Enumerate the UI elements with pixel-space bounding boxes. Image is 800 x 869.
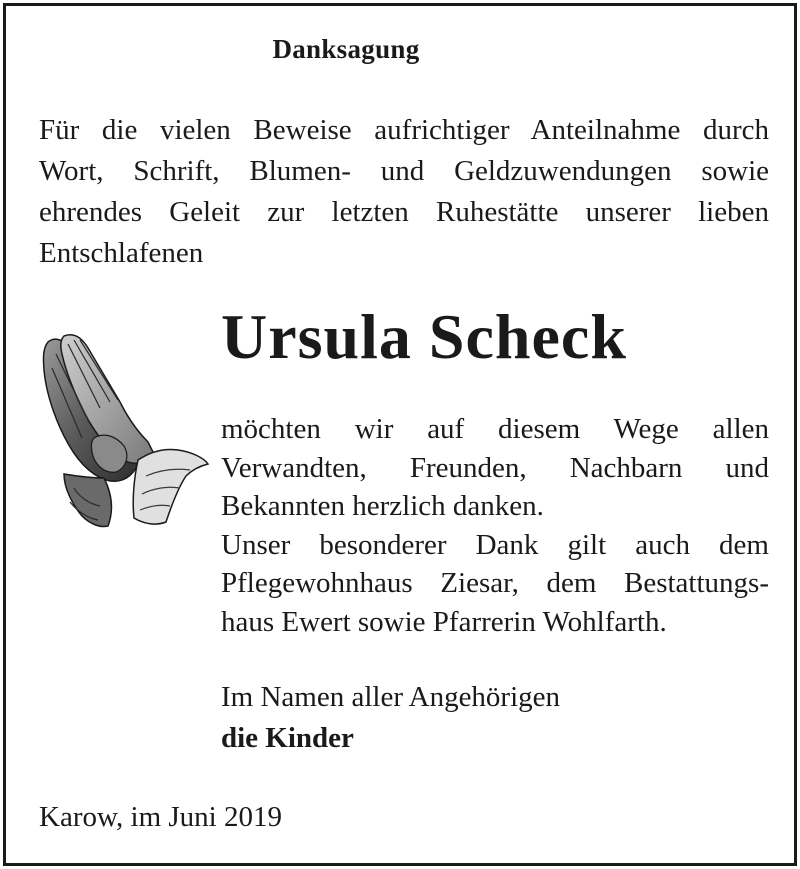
place-date: Karow, im Juni 2019 xyxy=(39,801,282,833)
notice-heading: Danksagung xyxy=(272,34,420,64)
intro-line: Für die vielen Beweise aufrichtiger Anteilnahme durch xyxy=(39,114,769,146)
body-line: Bekannten herzlich danken. xyxy=(221,490,544,523)
praying-hands-icon xyxy=(34,328,214,538)
intro-line: ehrendes Geleit zur letzten Ruhestätte unserer lieben xyxy=(39,196,769,228)
intro-line: Wort, Schrift, Blumen- und Geldzuwendungen sowie xyxy=(39,155,769,187)
intro-paragraph xyxy=(39,110,769,274)
signature-name: die Kinder xyxy=(221,722,354,754)
deceased-name: Ursula Scheck xyxy=(221,301,627,372)
body-line: Verwandten, Freunden, Nachbarn und xyxy=(221,451,769,484)
body-line: Pflegewohnhaus Ziesar, dem Bestattungs- xyxy=(221,567,769,600)
signature-line: Im Namen aller Angehörigen xyxy=(221,681,561,713)
intro-line: Entschlafenen xyxy=(39,237,204,269)
body-line: Unser besonderer Dank gilt auch dem xyxy=(221,528,769,561)
thanks-paragraph xyxy=(221,410,769,642)
body-line: haus Ewert sowie Pfarrerin Wohlfarth. xyxy=(221,605,667,638)
body-line: möchten wir auf diesem Wege allen xyxy=(221,413,769,445)
obituary-notice xyxy=(3,3,797,866)
